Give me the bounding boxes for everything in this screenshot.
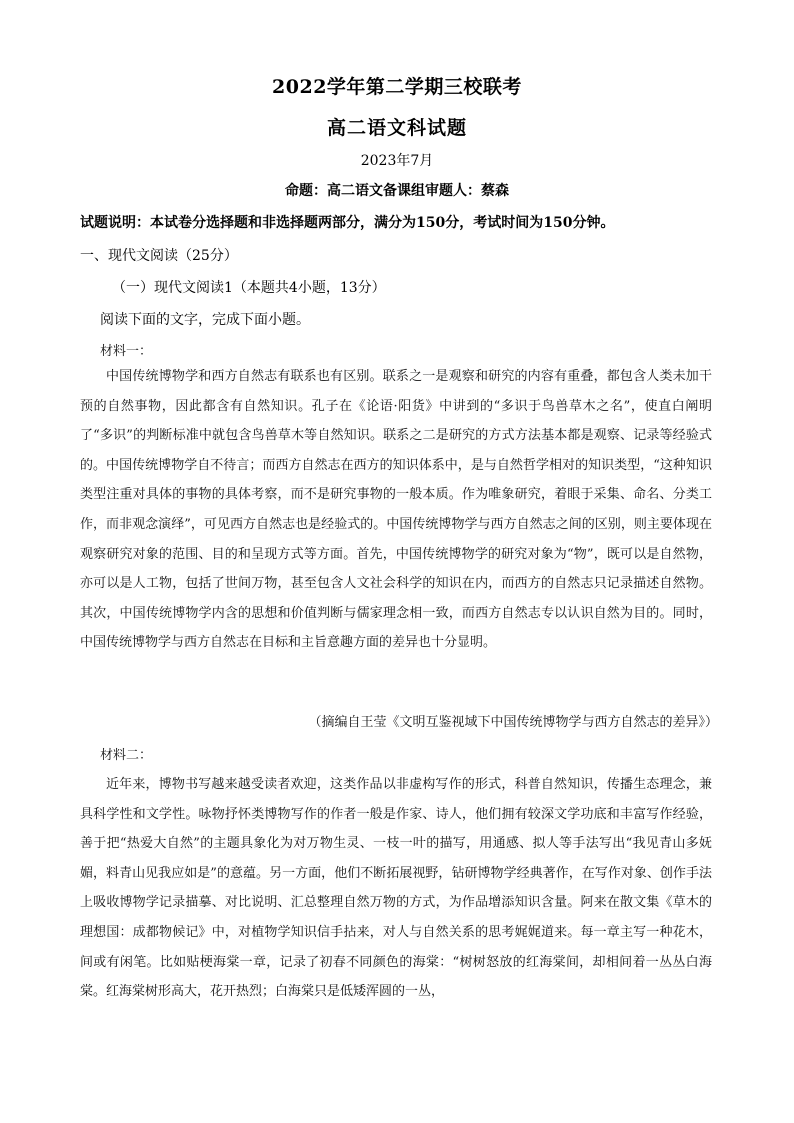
exam-instructions: 试题说明：本试卷分选择题和非选择题两部分，满分为150分，考试时间为150分钟。: [80, 215, 615, 231]
material2-label: 材料二：: [100, 748, 153, 763]
reading-prompt: 阅读下面的文字，完成下面小题。: [100, 312, 310, 328]
subsection-heading: （一）现代文阅读1（本题共4小题，13分）: [112, 280, 386, 296]
material2-text: 近年来，博物书写越来越受读者欢迎，这类作品以非虚构写作的形式，科普自然知识，传播生态理念，兼具科学性和文学性。咏物抒怀类博物写作的作者一般是作家、诗人，他们拥有较深文学功底和丰富写作经验，善于把“热爱大自然”的主题具象化为对万物生灵、一枝一叶的描写，用通感、拟人等手法写出“我见青山多妩媚，料青山见我应如是”的意蕴。另一方面，他们不断拓展视野，钻研博物学经典著作，在写作对象、创作手法上吸收博物学记录描摹、对比说明、汇总整理自然万物的方式，为作品增添知识含量。阿来在散文集《草木的理想国：成都物候记》中，对植物学知识信手拈来，对人与自然关系的思考娓娓道来。每一章主写一种花木，间或有闲笔。比如贴梗海棠一章，记录了初春不同颜色的海棠：“树树怒放的红海棠间，却相间着一丛丛白海棠。红海棠树形高大，花开热烈；白海棠只是低矮浑圆的一丛，: [80, 777, 712, 1000]
section-heading: 一、现代文阅读（25分）: [80, 248, 238, 264]
material1-text: 中国传统博物学和西方自然志有联系也有区别。联系之一是观察和研究的内容有重叠，都包含人类未加干预的自然事物，因此都含有自然知识。孔子在《论语·阳货》中讲到的“多识于鸟兽草木之名”，使直白阐明了“多识”的判断标准中就包含鸟兽草木等自然知识。联系之二是研究的方式方法基本都是观察、记录等经验式的。中国传统博物学自不待言；而西方自然志在西方的知识体系中，是与自然哲学相对的知识类型，“这种知识类型注重对具体的事物的具体考察，而不是研究事物的一般本质。作为唯象研究，着眼于采集、命名、分类工作，而非观念演绎”，可见西方自然志也是经验式的。中国传统博物学与西方自然志之间的区别，则主要体现在观察研究对象的范围、目的和呈现方式等方面。首先，中国传统博物学的研究对象为“物”，既可以是自然物，亦可以是人工物，包括了世间万物，甚至包含人文社会科学的知识在内，而西方的自然志只记录描述自然物。其次，中国传统博物学内含的思想和价值判断与儒家理念相一致，而西方自然志专以认识自然为目的。同时，中国传统博物学与西方自然志在目标和主旨意趣方面的差异也十分显明。: [80, 369, 712, 651]
exam-subject: 高二语文科试题: [326, 117, 467, 139]
exam-title: 2022学年第二学期三校联考: [272, 76, 522, 98]
material1-source: （摘编自王莹《文明互鉴视域下中国传统博物学与西方自然志的差异》）: [308, 715, 718, 730]
exam-authors: 命题：高二语文备课组审题人：蔡森: [285, 183, 509, 199]
exam-date: 2023年7月: [360, 153, 434, 169]
material1-label: 材料一：: [100, 344, 153, 359]
